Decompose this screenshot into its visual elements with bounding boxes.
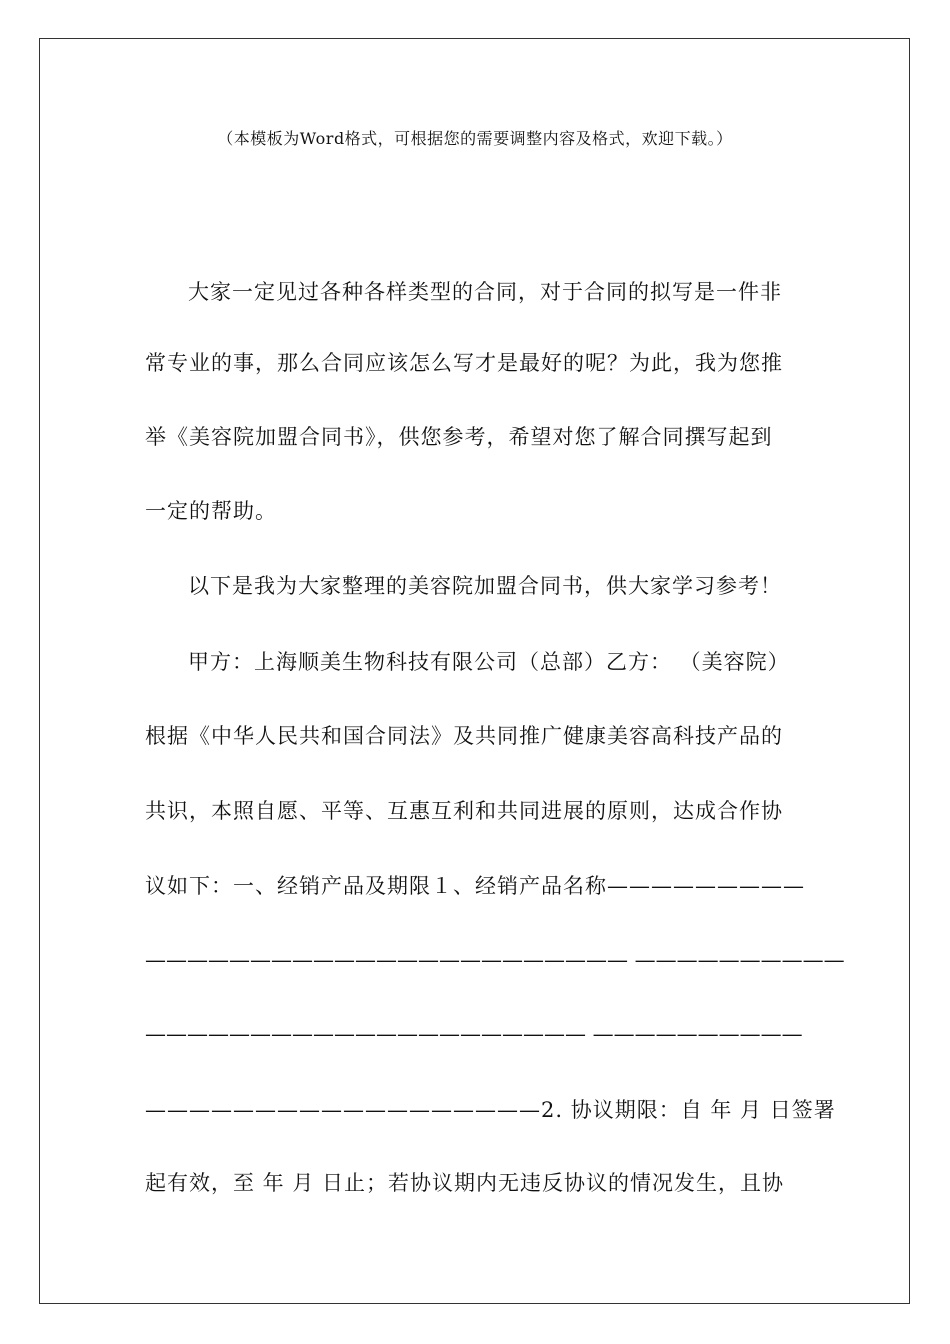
- paragraph-line-8: 共识，本照自愿、平等、互惠互利和共同进展的原则，达成合作协: [145, 799, 783, 823]
- paragraph-line-1: 大家一定见过各种各样类型的合同，对于合同的拟写是一件非: [188, 280, 782, 304]
- paragraph-line-4: 一定的帮助。: [145, 499, 277, 523]
- paragraph-line-3: 举《美容院加盟合同书》，供您参考，希望对您了解合同撰写起到: [145, 425, 773, 449]
- paragraph-line-13: 起有效，至 年 月 日止；若协议期内无违反协议的情况发生，且协: [145, 1171, 785, 1195]
- blank-line-2: ————————————————————— ——————————: [145, 1022, 803, 1046]
- paragraph-line-12: ——————————————————2. 协议期限：自 年 月 日签署: [145, 1098, 836, 1122]
- paragraph-line-2: 常专业的事，那么合同应该怎么写才是最好的呢？为此，我为您推: [145, 351, 783, 375]
- paragraph-line-5: 以下是我为大家整理的美容院加盟合同书，供大家学习参考！: [188, 574, 782, 598]
- party-line: 甲方：上海顺美生物科技有限公司（总部）乙方： （美容院）: [188, 650, 790, 674]
- template-note: （本模板为Word格式，可根据您的需要调整内容及格式，欢迎下载。）: [217, 129, 733, 148]
- paragraph-line-9: 议如下：一、经销产品及期限１、经销产品名称—————————: [145, 874, 805, 898]
- paragraph-line-7: 根据《中华人民共和国合同法》及共同推广健康美容高科技产品的: [145, 724, 783, 748]
- blank-line-1: ——————————————————————— ——————————: [145, 948, 845, 972]
